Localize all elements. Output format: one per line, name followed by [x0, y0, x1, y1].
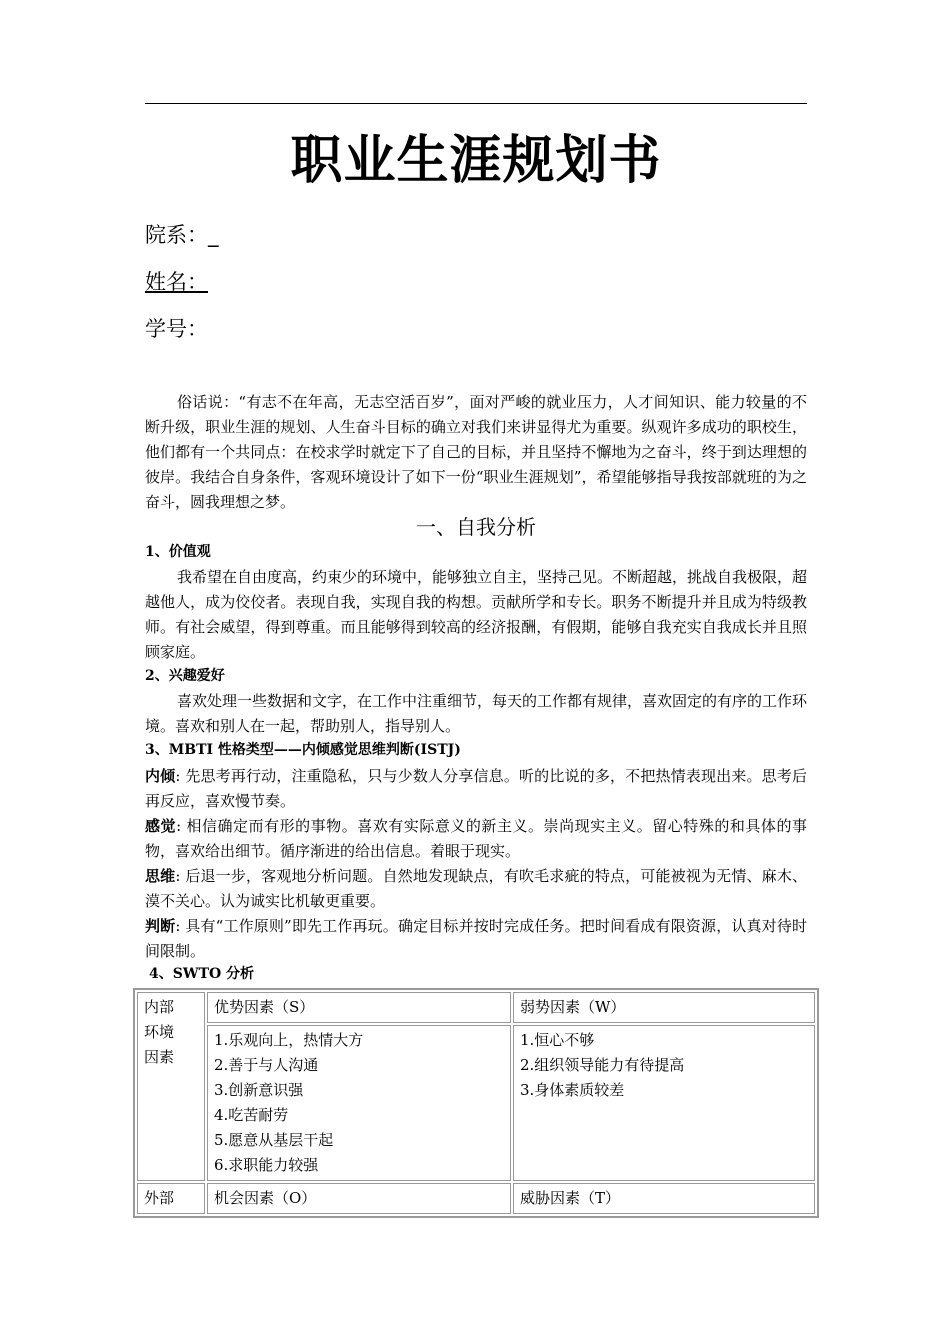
table-row — [137, 992, 815, 1023]
interests-paragraph: 喜欢处理一些数据和文字，在工作中注重细节，每天的工作都有规律，喜欢固定的有序的工作环境。喜欢和别人在一起，帮助别人，指导别人。 — [145, 692, 808, 735]
field-label: 院系： — [145, 223, 208, 247]
list-item: 5.愿意从基层干起 — [214, 1131, 334, 1149]
list-item: 2.组织领导能力有待提高 — [520, 1056, 685, 1074]
mbti-term: 思维 — [145, 867, 176, 885]
field-name — [145, 268, 220, 296]
weaknesses-list — [513, 1025, 815, 1181]
heading-interests: 2、兴趣爱好 — [145, 668, 225, 684]
field-label: 学号： — [145, 317, 208, 341]
values-paragraph: 我希望在自由度高，约束少的环境中，能够独立自主，坚持己见。不断超越，挑战自我极限，超越他人，成为佼佼者。表现自我，实现自我的构想。贡献所学和专长。职务不断提升并且成为特级教师。有社会威望，得到尊重。而且能够得到较高的经济报酬，有假期，能够自我充实自我成长并且照顾家庭。 — [145, 568, 808, 661]
field-label: 姓名： — [145, 270, 208, 294]
list-item: 3.创新意识强 — [214, 1081, 304, 1099]
table-row — [137, 1183, 815, 1214]
strengths-header: 优势因素（S） — [207, 992, 511, 1023]
heading-mbti: 3、MBTI 性格类型——内倾感觉思维判断(ISTJ) — [145, 742, 461, 758]
mbti-description: : 具有“工作原则”即先工作再玩。确定目标并按时完成任务。把时间看成有限资源，认真对待时间限制。 — [145, 917, 807, 960]
strengths-list — [207, 1025, 511, 1181]
list-item: 4.吃苦耐劳 — [214, 1106, 289, 1124]
list-item: 1.恒心不够 — [520, 1031, 595, 1049]
mbti-description: : 后退一步，客观地分析问题。自然地发现缺点，有吹毛求疵的特点，可能被视为无情、麻木、漠不关心。认为诚实比机敏更重要。 — [145, 867, 807, 910]
mbti-introversion — [145, 764, 807, 814]
list-item: 2.善于与人沟通 — [214, 1056, 319, 1074]
internal-factors-label: 内部 环境 因素 — [137, 992, 205, 1181]
mbti-description: : 相信确定而有形的事物。喜欢有实际意义的新主义。崇尚现实主义。留心特殊的和具体的事物，喜欢给出细节。循序渐进的给出信息。着眼于现实。 — [145, 817, 807, 860]
mbti-thinking — [145, 864, 807, 914]
section-heading-self-analysis: 一、自我分析 — [416, 515, 536, 539]
heading-values: 1、价值观 — [145, 544, 211, 560]
field-department — [145, 221, 220, 249]
field-student-id — [145, 315, 220, 343]
list-item: 3.身体素质较差 — [520, 1081, 625, 1099]
field-value: _ — [208, 223, 219, 247]
external-factors-label: 外部 — [137, 1183, 205, 1214]
document-title: 职业生涯规划书 — [290, 131, 662, 191]
table-row — [137, 1025, 815, 1181]
intro-paragraph: 俗话说：“有志不在年高，无志空活百岁”，面对严峻的就业压力，人才间知识、能力较量的不断升级，职业生涯的规划、人生奋斗目标的确立对我们来讲显得尤为重要。纵观许多成功的职校生，他们都有一个共同点：在校求学时就定下了自己的目标，并且坚持不懈地为之奋斗，终于到达理想的彼岸。我结合自身条件，客观环境设计了如下一份“职业生涯规划”，希望能够指导我按部就班的为之奋斗，圆我理想之梦。 — [145, 393, 807, 511]
mbti-term: 感觉 — [145, 817, 177, 835]
swot-table — [133, 988, 819, 1218]
list-item: 1.乐观向上，热情大方 — [214, 1031, 364, 1049]
mbti-term: 判断 — [145, 917, 176, 935]
mbti-judging — [145, 914, 807, 964]
opportunities-header: 机会因素（O） — [207, 1183, 511, 1214]
header-rule — [145, 103, 807, 104]
weaknesses-header: 弱势因素（W） — [513, 992, 815, 1023]
mbti-term: 内倾 — [145, 767, 176, 785]
list-item: 6.求职能力较强 — [214, 1156, 319, 1174]
heading-swot: 4、SWTO 分析 — [149, 966, 255, 982]
mbti-description: : 先思考再行动，注重隐私，只与少数人分享信息。听的比说的多，不把热情表现出来。思考后再反应，喜欢慢节奏。 — [145, 767, 807, 810]
mbti-sensing — [145, 814, 807, 864]
threats-header: 威胁因素（T） — [513, 1183, 815, 1214]
